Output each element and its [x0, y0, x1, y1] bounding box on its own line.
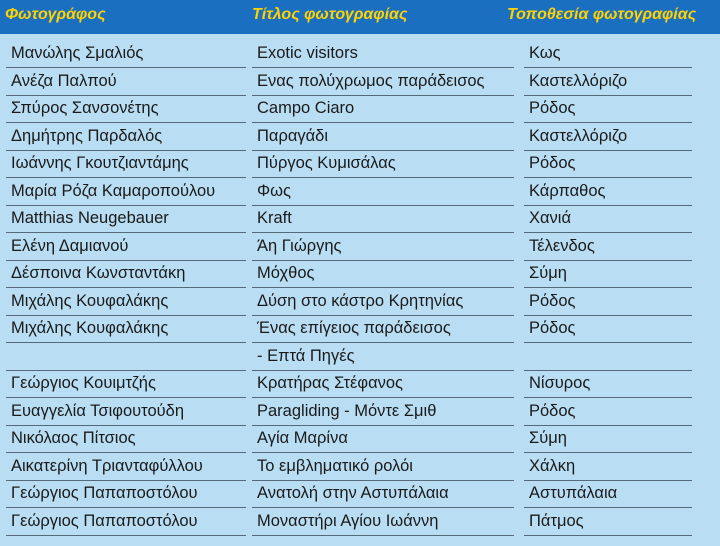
- photo-location-cell: Καστελλόριζο: [529, 71, 628, 90]
- photo-title-cell: Μοναστήρι Αγίου Ιωάννη: [257, 511, 439, 530]
- photo-location-cell: Πάτμος: [529, 511, 584, 530]
- photo-location-cell: Ρόδος: [529, 401, 576, 420]
- photo-location-cell: Τέλενδος: [529, 236, 595, 255]
- photographer-cell: Δημήτρης Παρδαλός: [11, 126, 163, 145]
- photo-location-cell: Σύμη: [529, 264, 567, 282]
- table-row: [0, 315, 720, 343]
- table-row: [0, 260, 720, 288]
- photo-title-cell: - Επτά Πηγές: [257, 346, 355, 365]
- photo-title-cell: Paragliding - Μόντε Σμιθ: [257, 401, 437, 420]
- photographer-cell: Ευαγγελία Τσιφουτούδη: [11, 401, 185, 420]
- table-row: [0, 425, 720, 453]
- photo-title-cell: Παραγάδι: [257, 126, 329, 145]
- table-row: [0, 150, 720, 178]
- table-row: [0, 453, 720, 481]
- photographer-cell: Matthias Neugebauer: [11, 209, 169, 227]
- photographer-cell: Δέσποινα Κωνσταντάκη: [11, 264, 186, 282]
- photo-title-cell: Το εμβληματικό ρολόι: [257, 456, 413, 475]
- photo-location-cell: Νίσυρος: [529, 374, 591, 392]
- photographer-cell: Μιχάλης Κουφαλάκης: [11, 319, 169, 337]
- photo-location-cell: Χανιά: [529, 209, 571, 227]
- photo-title-cell: Ενας πολύχρωμος παράδεισος: [257, 71, 485, 90]
- photographer-cell: Μιχάλης Κουφαλάκης: [11, 291, 169, 310]
- photo-location-cell: Χάλκη: [529, 456, 576, 475]
- header-photo-title: Τίτλος φωτογραφίας: [252, 6, 408, 23]
- photographer-cell: Μαρία Ρόζα Καμαροπούλου: [11, 181, 216, 200]
- table-row: [0, 288, 720, 316]
- photographer-cell: Ανέζα Παλπού: [11, 71, 117, 90]
- table-row: [0, 398, 720, 426]
- photo-location-cell: Αστυπάλαια: [529, 484, 618, 502]
- photo-title-cell: Πύργος Κυμισάλας: [257, 154, 396, 172]
- photo-location-cell: Ρόδος: [529, 99, 576, 117]
- photo-title-cell: Άη Γιώργης: [257, 236, 342, 255]
- table-row: [0, 508, 720, 536]
- photographer-cell: Γεώργιος Παπαποστόλου: [11, 484, 198, 502]
- photo-title-cell: Φως: [257, 181, 291, 200]
- photo-location-cell: Ρόδος: [529, 319, 576, 337]
- photo-title-cell: Kraft: [257, 209, 292, 227]
- table-row: [0, 480, 720, 508]
- table-header: [0, 0, 720, 34]
- photo-title-cell: Δύση στο κάστρο Κρητηνίας: [257, 291, 464, 310]
- table-row: [0, 343, 720, 371]
- row-divider: [524, 535, 692, 536]
- photo-location-cell: Κως: [529, 44, 561, 62]
- header-photographer: Φωτογράφος: [5, 6, 106, 23]
- photo-title-cell: Ανατολή στην Αστυπάλαια: [257, 484, 449, 502]
- photographer-cell: Ιωάννης Γκουτζιαντάμης: [11, 154, 189, 172]
- table-row: [0, 123, 720, 151]
- photographer-cell: Αικατερίνη Τριανταφύλλου: [11, 456, 203, 475]
- photo-location-cell: Καστελλόριζο: [529, 126, 628, 145]
- photographer-cell: Νικόλαος Πίτσιος: [11, 429, 136, 447]
- table-body: [0, 40, 720, 535]
- header-photo-location: Τοποθεσία φωτογραφίας: [507, 6, 697, 23]
- photo-title-cell: Αγία Μαρίνα: [257, 429, 348, 447]
- photo-title-cell: Ένας επίγειος παράδεισος: [257, 319, 451, 337]
- photo-title-cell: Κρατήρας Στέφανος: [257, 374, 403, 392]
- photographer-cell: Ελένη Δαμιανού: [11, 236, 129, 255]
- table-row: [0, 205, 720, 233]
- photo-title-cell: Μόχθος: [257, 264, 315, 282]
- photographer-cell: Μανώλης Σμαλιός: [11, 44, 144, 62]
- photo-location-cell: Ρόδος: [529, 154, 576, 172]
- table-row: [0, 68, 720, 96]
- photographer-cell: Γεώργιος Κουιμτζής: [11, 374, 156, 392]
- table-row: [0, 95, 720, 123]
- photo-location-cell: Κάρπαθος: [529, 181, 606, 200]
- row-divider: [252, 535, 514, 536]
- photographer-cell: Σπύρος Σανσονέτης: [11, 99, 159, 117]
- table-row: [0, 178, 720, 206]
- table-row: [0, 370, 720, 398]
- photo-location-cell: Ρόδος: [529, 291, 576, 310]
- table-row: [0, 233, 720, 261]
- table-row: [0, 40, 720, 68]
- photographer-cell: Γεώργιος Παπαποστόλου: [11, 511, 198, 530]
- photo-location-cell: Σύμη: [529, 429, 567, 447]
- photo-title-cell: Campo Ciaro: [257, 99, 355, 117]
- photo-title-cell: Exotic visitors: [257, 44, 358, 62]
